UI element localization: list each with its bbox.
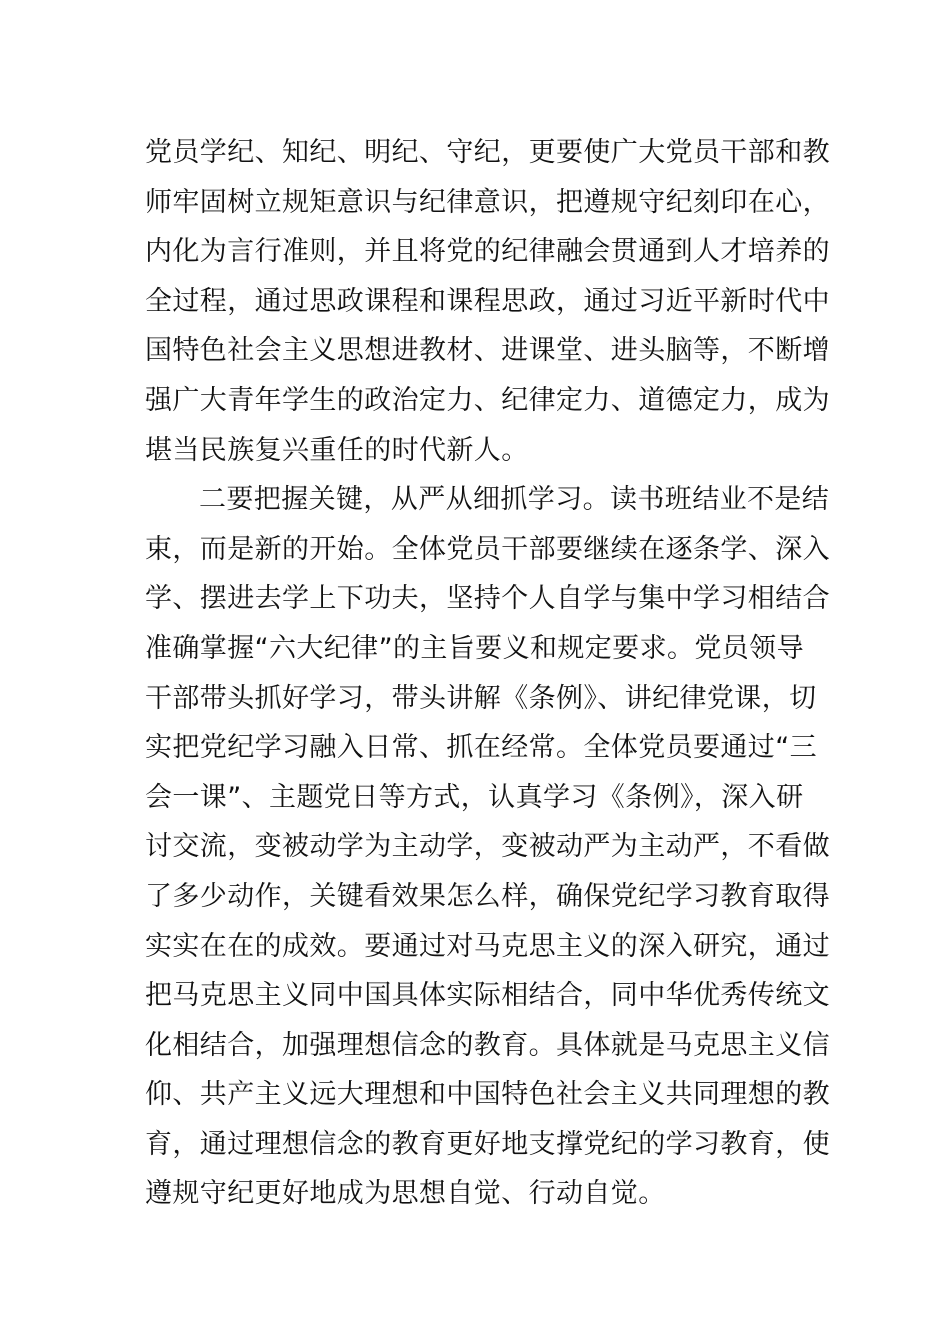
text-line: 讨交流，变被动学为主动学，变被动严为主动严，不看做	[145, 831, 830, 863]
text-line: 化相结合，加强理想信念的教育。具体就是马克思主义信	[145, 1029, 830, 1061]
paragraph-1	[145, 128, 830, 475]
text-line: 会一课”、主题党日等方式，认真学习《条例》，深入研	[145, 781, 804, 813]
text-line: 仰、共产主义远大理想和中国特色社会主义共同理想的教	[145, 1079, 830, 1111]
text-line: 学、摆进去学上下功夫，坚持个人自学与集中学习相结合	[145, 583, 830, 615]
document-body	[145, 128, 830, 1219]
text-line: 实把党纪学习融入日常、抓在经常。全体党员要通过“三	[145, 732, 817, 764]
text-line: 束，而是新的开始。全体党员干部要继续在逐条学、深入	[145, 533, 830, 565]
text-line: 把马克思主义同中国具体实际相结合，同中华优秀传统文	[145, 980, 830, 1012]
text-line: 内化为言行准则，并且将党的纪律融会贯通到人才培养的	[145, 236, 830, 268]
text-line: 强广大青年学生的政治定力、纪律定力、道德定力，成为	[145, 384, 830, 416]
text-line: 党员学纪、知纪、明纪、守纪，更要使广大党员干部和教	[145, 137, 830, 168]
text-line: 全过程，通过思政课程和课程思政，通过习近平新时代中	[145, 285, 830, 317]
text-line: 实实在在的成效。要通过对马克思主义的深入研究，通过	[145, 930, 830, 962]
text-line: 二要把握关键，从严从细抓学习。读书班结业不是结	[199, 484, 830, 516]
text-line: 准确掌握“六大纪律”的主旨要义和规定要求。党员领导	[145, 632, 804, 664]
text-line: 师牢固树立规矩意识与纪律意识，把遵规守纪刻印在心，	[145, 186, 830, 218]
text-line: 育，通过理想信念的教育更好地支撑党纪的学习教育，使	[145, 1128, 830, 1160]
text-line: 遵规守纪更好地成为思想自觉、行动自觉。	[145, 1178, 666, 1210]
text-line: 干部带头抓好学习，带头讲解《条例》、讲纪律党课，切	[145, 682, 817, 714]
paragraph-2	[145, 475, 830, 1219]
text-line: 堪当民族复兴重任的时代新人。	[145, 434, 529, 466]
text-line: 国特色社会主义思想进教材、进课堂、进头脑等，不断增	[145, 335, 830, 367]
text-line: 了多少动作，关键看效果怎么样，确保党纪学习教育取得	[145, 880, 830, 912]
